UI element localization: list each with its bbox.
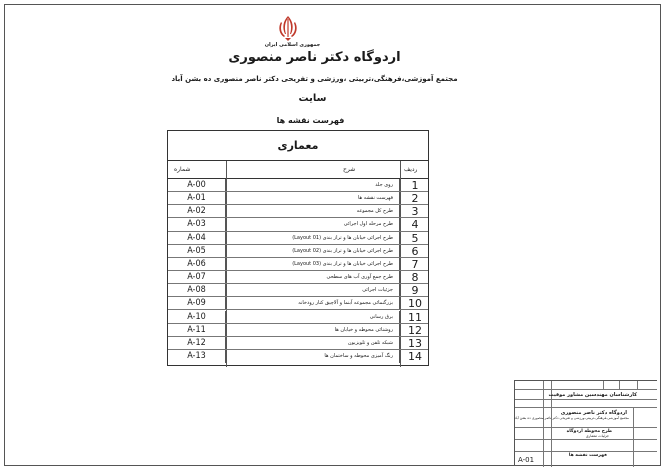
drawing-subtitle: جزئیات معماری [585, 434, 609, 438]
sheet-number: A-01 [518, 456, 535, 464]
drawing-code-cell: A-09 [168, 297, 226, 309]
row-number-cell: 5 [411, 231, 419, 245]
row-number-cell: 11 [408, 310, 422, 324]
table-row [168, 284, 428, 297]
drawing-code-cell: A-06 [168, 258, 226, 270]
discipline-title: معماری [168, 131, 428, 161]
table-row [168, 179, 428, 192]
table-row [168, 271, 428, 284]
drawing-code-cell: A-00 [168, 179, 226, 191]
table-row [168, 192, 428, 205]
description-cell: طرح جمع آوری آب های سطحی [226, 271, 400, 283]
drawing-code-cell: A-02 [168, 205, 226, 217]
description-cell: طرح اجرائی خیابان ها و تراز بندی (Layout 02) [226, 245, 400, 257]
description-cell: فهرست نقشه ها [226, 192, 400, 204]
description-cell: طرح اجرائی خیابان ها و تراز بندی (Layout 03) [226, 258, 400, 270]
description-cell: طرح کل مجموعه [226, 205, 400, 217]
table-row [168, 218, 428, 231]
table-row [168, 245, 428, 258]
row-number-cell: 1 [411, 179, 419, 192]
table-header [168, 161, 428, 179]
drawing-name: طرح محوطه اردوگاه [566, 429, 612, 434]
description-cell: طرح اجرائی خیابان ها و تراز بندی (Layout 01) [226, 232, 400, 244]
table-row [168, 337, 428, 350]
description-cell: روی جلد [226, 179, 400, 191]
col-code-header: شماره [174, 166, 191, 173]
drawing-code-cell: A-08 [168, 284, 226, 296]
drawing-list-table [167, 130, 429, 366]
drawing-code-cell: A-05 [168, 245, 226, 257]
drawing-code-cell: A-03 [168, 218, 226, 230]
drawing-code-cell: A-01 [168, 192, 226, 204]
description-cell: رنگ آمیزی محوطه و ساختمان ها [226, 350, 400, 363]
description-cell: طرح مرحله اول اجرائی [226, 218, 400, 230]
table-row [168, 297, 428, 310]
description-cell: شبکه تلفن و تلویزیون [226, 337, 400, 349]
description-cell: جزئیات اجرائی [226, 284, 400, 296]
title-block [514, 380, 657, 466]
row-number-cell: 12 [408, 323, 422, 337]
drawing-code-cell: A-13 [168, 350, 226, 363]
description-cell: روشنائی محوطه و خیابان ها [226, 324, 400, 336]
project-subtitle: مجتمع آموزشی،فرهنگی،تربیتی،ورزشی و تفریحی دکتر ناصر منصوری ده بشن آباد [514, 416, 629, 420]
row-number-cell: 10 [408, 297, 422, 311]
row-number-cell: 2 [411, 192, 419, 206]
row-number-cell: 7 [411, 257, 419, 271]
row-number-cell: 13 [408, 336, 422, 350]
row-number-cell: 8 [411, 271, 419, 285]
iran-emblem-icon [277, 14, 299, 42]
project-name: اردوگاه دکتر ناصر منصوری [560, 410, 627, 416]
description-cell: بزرگنمائی مجموعه آبنما و آلاچیق کنار رودخانه [226, 297, 400, 309]
table-row [168, 350, 428, 363]
section-title: سایت [298, 93, 327, 104]
drawing-code-cell: A-04 [168, 232, 226, 244]
republic-label: جمهوری اسلامی ایران [264, 42, 321, 48]
table-row [168, 311, 428, 324]
col-desc-header: شرح [343, 166, 356, 173]
drawing-code-cell: A-07 [168, 271, 226, 283]
drawing-code-cell: A-10 [168, 311, 226, 323]
col-number-header: ردیف [404, 166, 418, 173]
firm-name: کارشناسان مهندسین مشاور موقیت [548, 392, 637, 398]
table-row [168, 324, 428, 337]
table-row [168, 258, 428, 271]
table-row [168, 205, 428, 218]
row-number-cell: 9 [411, 284, 419, 298]
row-number-cell: 4 [411, 218, 419, 232]
complex-name: مجتمع آموزشی،فرهنگی،تربیتی ،ورزشی و تفریحی دکتر ناصر منصوری ده بشن آباد [171, 75, 458, 83]
table-row [168, 232, 428, 245]
drawing-code-cell: A-11 [168, 324, 226, 336]
row-number-cell: 6 [411, 244, 419, 258]
row-number-cell: 14 [408, 349, 422, 363]
description-cell: برق رسانی [226, 311, 400, 323]
drawing-code-cell: A-12 [168, 337, 226, 349]
list-title: فهرست نقشه ها [276, 116, 345, 125]
sheet-title: فهرست نقشه ها [568, 453, 607, 458]
camp-name: اردوگاه دکتر ناصر منصوری [228, 50, 401, 65]
row-number-cell: 3 [411, 205, 419, 219]
